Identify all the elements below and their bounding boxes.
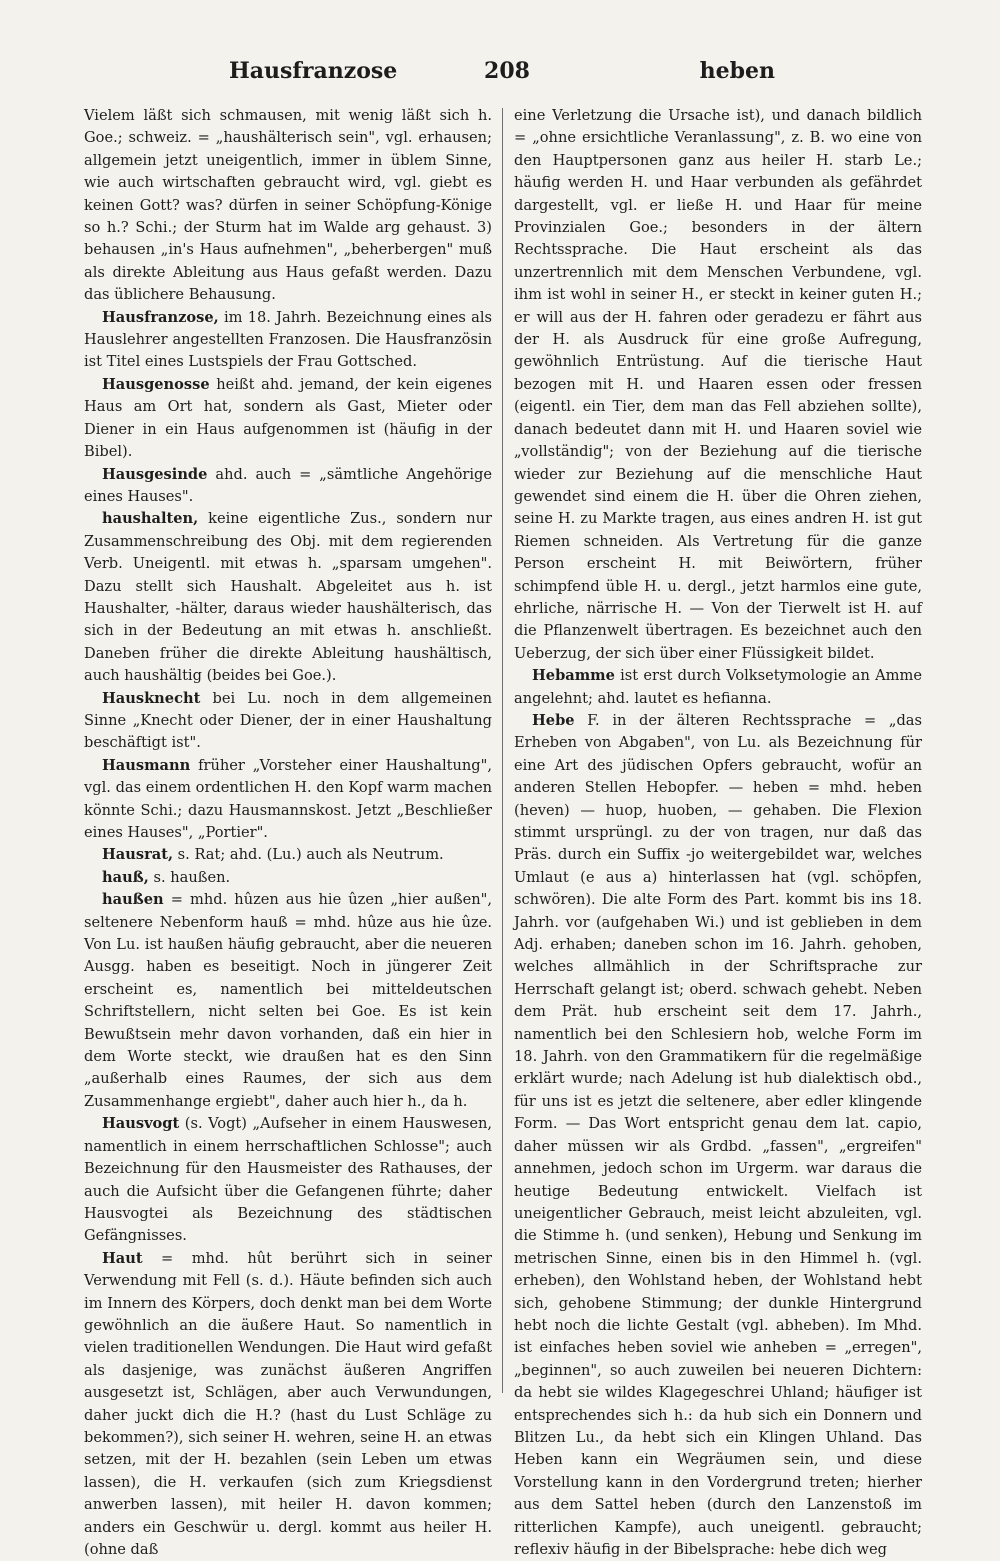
dictionary-entry — [514, 665, 922, 710]
left-column — [84, 105, 492, 1561]
entry-text: früher „Vorsteher einer Haushaltung", vgl. das einem ordentlichen H. den Kopf warm machen könnte Schi.; dazu Hausmannskost. Jetzt „Beschließer eines Hauses", „Portier". — [84, 756, 492, 841]
dictionary-entry — [84, 867, 492, 889]
entry-text: heißt ahd. jemand, der kein eigenes Haus am Ort hat, sondern als Gast, Mieter oder Diener in ein Haus aufgenommen ist (häufig in der Bibel). — [84, 375, 492, 461]
entry-text: im 18. Jahrh. Bezeichnung eines als Hauslehrer angestellten Franzosen. Die Hausfranzösin ist Titel eines Lustspiels der Frau Gottsched. — [84, 308, 492, 371]
entry-headword: haushalten, — [102, 510, 199, 528]
page-header — [84, 58, 930, 90]
entry-headword: haußen — [102, 891, 164, 909]
entry-text: (s. Vogt) „Aufseher in einem Hauswesen, namentlich in einem herrschaftlichen Schlosse"; auch Bezeichnung für den Hausmeister des Rathauses, der auch die Aufsicht über die Gefangenen führte; daher Hausvogtei als Bezeichnung des städtischen Gefängnisses. — [84, 1115, 492, 1245]
dictionary-entry — [514, 105, 922, 665]
dictionary-entry — [84, 755, 492, 845]
dictionary-entry — [84, 889, 492, 1113]
entry-headword: Hausrat, — [102, 846, 174, 864]
entry-text: = mhd. hût berührt sich in seiner Verwendung mit Fell (s. d.). Häute befinden sich auch im Innern des Körpers, doch denkt man bei dem Worte gewöhnlich an die äußere Haut. So namentlich in vielen traditionellen Wendungen. Die Haut wird gefaßt als dasjenige, was zunächst äußeren Angriffen ausgesetzt ist, Schlägen, aber auch Verwundungen, daher juckt dich die H.? (hast du Lust Schläge zu bekommen?), sich seiner H. wehren, seine H. an etwas setzen, mit der H. bezahlen (sein Leben um etwas lassen), die H. verkaufen (sich zum Kriegsdienst anwerben lassen), mit heiler H. davon kommen; anders ein Geschwür u. dergl. kommt aus heiler H. (ohne daß — [84, 1249, 492, 1558]
entry-headword: Hausmann — [102, 756, 191, 774]
entry-text: F. in der älteren Rechtssprache = „das Erheben von Abgaben", von Lu. als Bezeichnung für eine Art des jüdischen Opfers gebraucht, wofür an anderen Stellen Hebopfer. — heben = mhd. heben (heven) — huop, huoben, — gehaben. Die Flexion stimmt ursprüngl. zu der von tragen, nur daß das Präs. durch ein Suffix -jo weitergebildet war, welches Umlaut (e aus a) hinterlassen hat (vgl. schöpfen, schwören). Die alte Form des Part. kommt bis ins 18. Jahrh. vor (aufgehaben Wi.) und ist geblieben in dem Adj. erhaben; daneben schon im 16. Jahrh. gehoben, welches allmählich in der Schriftsprache zur Herrschaft gelangt ist; oberd. schwach gehebt. Neben dem Prät. hub erscheint seit dem 17. Jahrh., namentlich bei den Schlesiern hob, welche Form im 18. Jahrh. von den Grammatikern für die regelmäßige erklärt wurde; nach Adelung ist hub dialektisch obd., für uns ist es jetzt die seltenere, aber edler klingende Form. — Das Wort entspricht genau dem lat. capio, daher müssen wir als Grdbd. „fassen", „ergreifen" annehmen, jedoch schon im Urgerm. war daraus die heutige Bedeutung entwickelt. Vielfach ist uneigentlicher Gebrauch, meist leicht abzuleiten, vgl. die Stimme h. (und senken), Hebung und Senkung im metrischen Sinne, einen bis in den Himmel h. (vgl. erheben), den Wohlstand heben, der Wohlstand hebt sich, gehobene Stimmung; der dunkle Hintergrund hebt noch die lichte Gestalt (vgl. abheben). Im Mhd. ist einfaches heben soviel wie anheben = „erregen", „beginnen", so auch zuweilen bei neueren Dichtern: da hebt sie wildes Klagegeschrei Uhland; häufiger ist entsprechendes sich h.: da hub sich ein Donnern und Blitzen Lu., da hebt sich ein Klingen Uhland. Das Heben kann ein Wegräumen sein, und diese Vorstellung kann in den Vordergrund treten; hierher aus dem Sattel heben (durch den Lanzenstoß im ritterlichen Kampfe), auch uneigentl. gebraucht; reflexiv häufig in der Bibelsprache: hebe dich weg — [514, 711, 922, 1558]
page-number: 208 — [484, 58, 530, 84]
entry-headword: Hausgesinde — [102, 465, 208, 483]
entry-headword: Hausknecht — [102, 689, 201, 707]
entry-text: ist erst durch Volksetymologie an Amme angelehnt; ahd. lautet es hefianna. — [514, 667, 922, 707]
dictionary-entry — [84, 508, 492, 687]
entry-text: bei Lu. noch in dem allgemeinen Sinne „Knecht oder Diener, der in einer Haushaltung beschäftigt ist". — [84, 689, 492, 752]
entry-headword: Hausvogt — [102, 1115, 180, 1133]
entry-headword: hauß, — [102, 868, 149, 886]
entry-text: Vielem läßt sich schmausen, mit wenig läßt sich h. Goe.; schweiz. = „haushälterisch sein", vgl. erhausen; allgemein jetzt uneigentlich, immer in üblem Sinne, wie auch wirtschaften gebraucht wird, vgl. giebt es keinen Gott? was? dürfen in seiner Schöpfung-Könige so h.? Schi.; der Sturm hat im Walde arg gehaust. 3) behausen „in's Haus aufnehmen", „beherbergen" muß als direkte Ableitung aus Haus gefaßt werden. Dazu das üblichere Behausung. — [84, 107, 492, 304]
dictionary-entry — [84, 307, 492, 374]
entry-text: s. Rat; ahd. (Lu.) auch als Neutrum. — [173, 846, 444, 864]
entry-headword: Hebamme — [532, 667, 615, 685]
entry-headword: Haut — [102, 1249, 143, 1267]
entry-headword: Hebe — [532, 711, 575, 729]
dictionary-entry — [84, 464, 492, 509]
entry-text: s. haußen. — [148, 868, 231, 886]
entry-text: ahd. auch = „sämtliche Angehörige eines Hauses". — [84, 465, 492, 505]
column-divider — [502, 108, 503, 1393]
dictionary-entry — [84, 1248, 492, 1561]
dictionary-entry — [84, 688, 492, 755]
entry-headword: Hausfranzose, — [102, 308, 219, 326]
entry-text: eine Verletzung die Ursache ist), und danach bildlich = „ohne ersichtliche Veranlassung", z. B. wo eine von den Hauptpersonen ganz aus heiler H. starb Le.; häufig werden H. und Haar verbunden als gefährdet dargestellt, vgl. er ließe H. und Haar für meine Provinzialen Goe.; besonders in der ältern Rechtssprache. Die Haut erscheint als das unzertrennlich mit dem Menschen Verbundene, vgl. ihm ist wohl in seiner H., er steckt in keiner guten H.; er will aus der H. fahren oder geradezu er fährt aus der H. als Ausdruck für eine große Aufregung, gewöhnlich Entrüstung. Auf die tierische Haut bezogen mit H. und Haaren essen oder fressen (eigentl. ein Tier, dem man das Fell abziehen sollte), danach bedeutet dann mit H. und Haaren soviel wie „vollständig"; von der Beziehung auf die tierische wieder zur Beziehung auf die menschliche Haut gewendet sind einem die H. über die Ohren ziehen, seine H. zu Markte tragen, aus eines andren H. ist gut Riemen schneiden. Als Vertretung für die ganze Person erscheint H. mit Beiwörtern, früher schimpfend üble H. u. dergl., jetzt harmlos eine gute, ehrliche, närrische H. — Von der Tierwelt ist H. auf die Pflanzenwelt übertragen. Es bezeichnet auch den Ueberzug, der sich über einer Flüssigkeit bildet. — [514, 107, 922, 662]
header-right-keyword: heben — [699, 58, 775, 84]
dictionary-entry — [84, 844, 492, 866]
entry-text: keine eigentliche Zus., sondern nur Zusammenschreibung des Obj. mit dem regierenden Verb. Uneigentl. mit etwas h. „sparsam umgehen". Dazu stellt sich Haushalt. Abgeleitet aus h. ist Haushalter, -hälter, daraus wieder haushälterisch, das sich in der Bedeutung an mit etwas h. anschließt. Daneben früher die direkte Ableitung haushältisch, auch haushältig (beides bei Goe.). — [84, 510, 492, 685]
header-left-keyword: Hausfranzose — [229, 58, 398, 84]
dictionary-entry — [84, 1113, 492, 1247]
dictionary-entry — [514, 710, 922, 1561]
right-column — [514, 105, 922, 1561]
dictionary-entry — [84, 105, 492, 307]
entry-headword: Hausgenosse — [102, 375, 210, 393]
entry-text: = mhd. hûzen aus hie ûzen „hier außen", seltenere Nebenform hauß = mhd. hûze aus hie ûze. Von Lu. ist haußen häufig gebraucht, aber die neueren Ausgg. haben es beseitigt. Noch in jüngerer Zeit erscheint es, namentlich bei mitteldeutschen Schriftstellern, nicht selten bei Goe. Es ist kein Bewußtsein mehr davon vorhanden, daß ein hier in dem Worte steckt, wie draußen hat es den Sinn „außerhalb eines Raumes, der sich aus dem Zusammenhange ergiebt", daher auch hier h., da h. — [84, 891, 492, 1110]
dictionary-entry — [84, 374, 492, 464]
